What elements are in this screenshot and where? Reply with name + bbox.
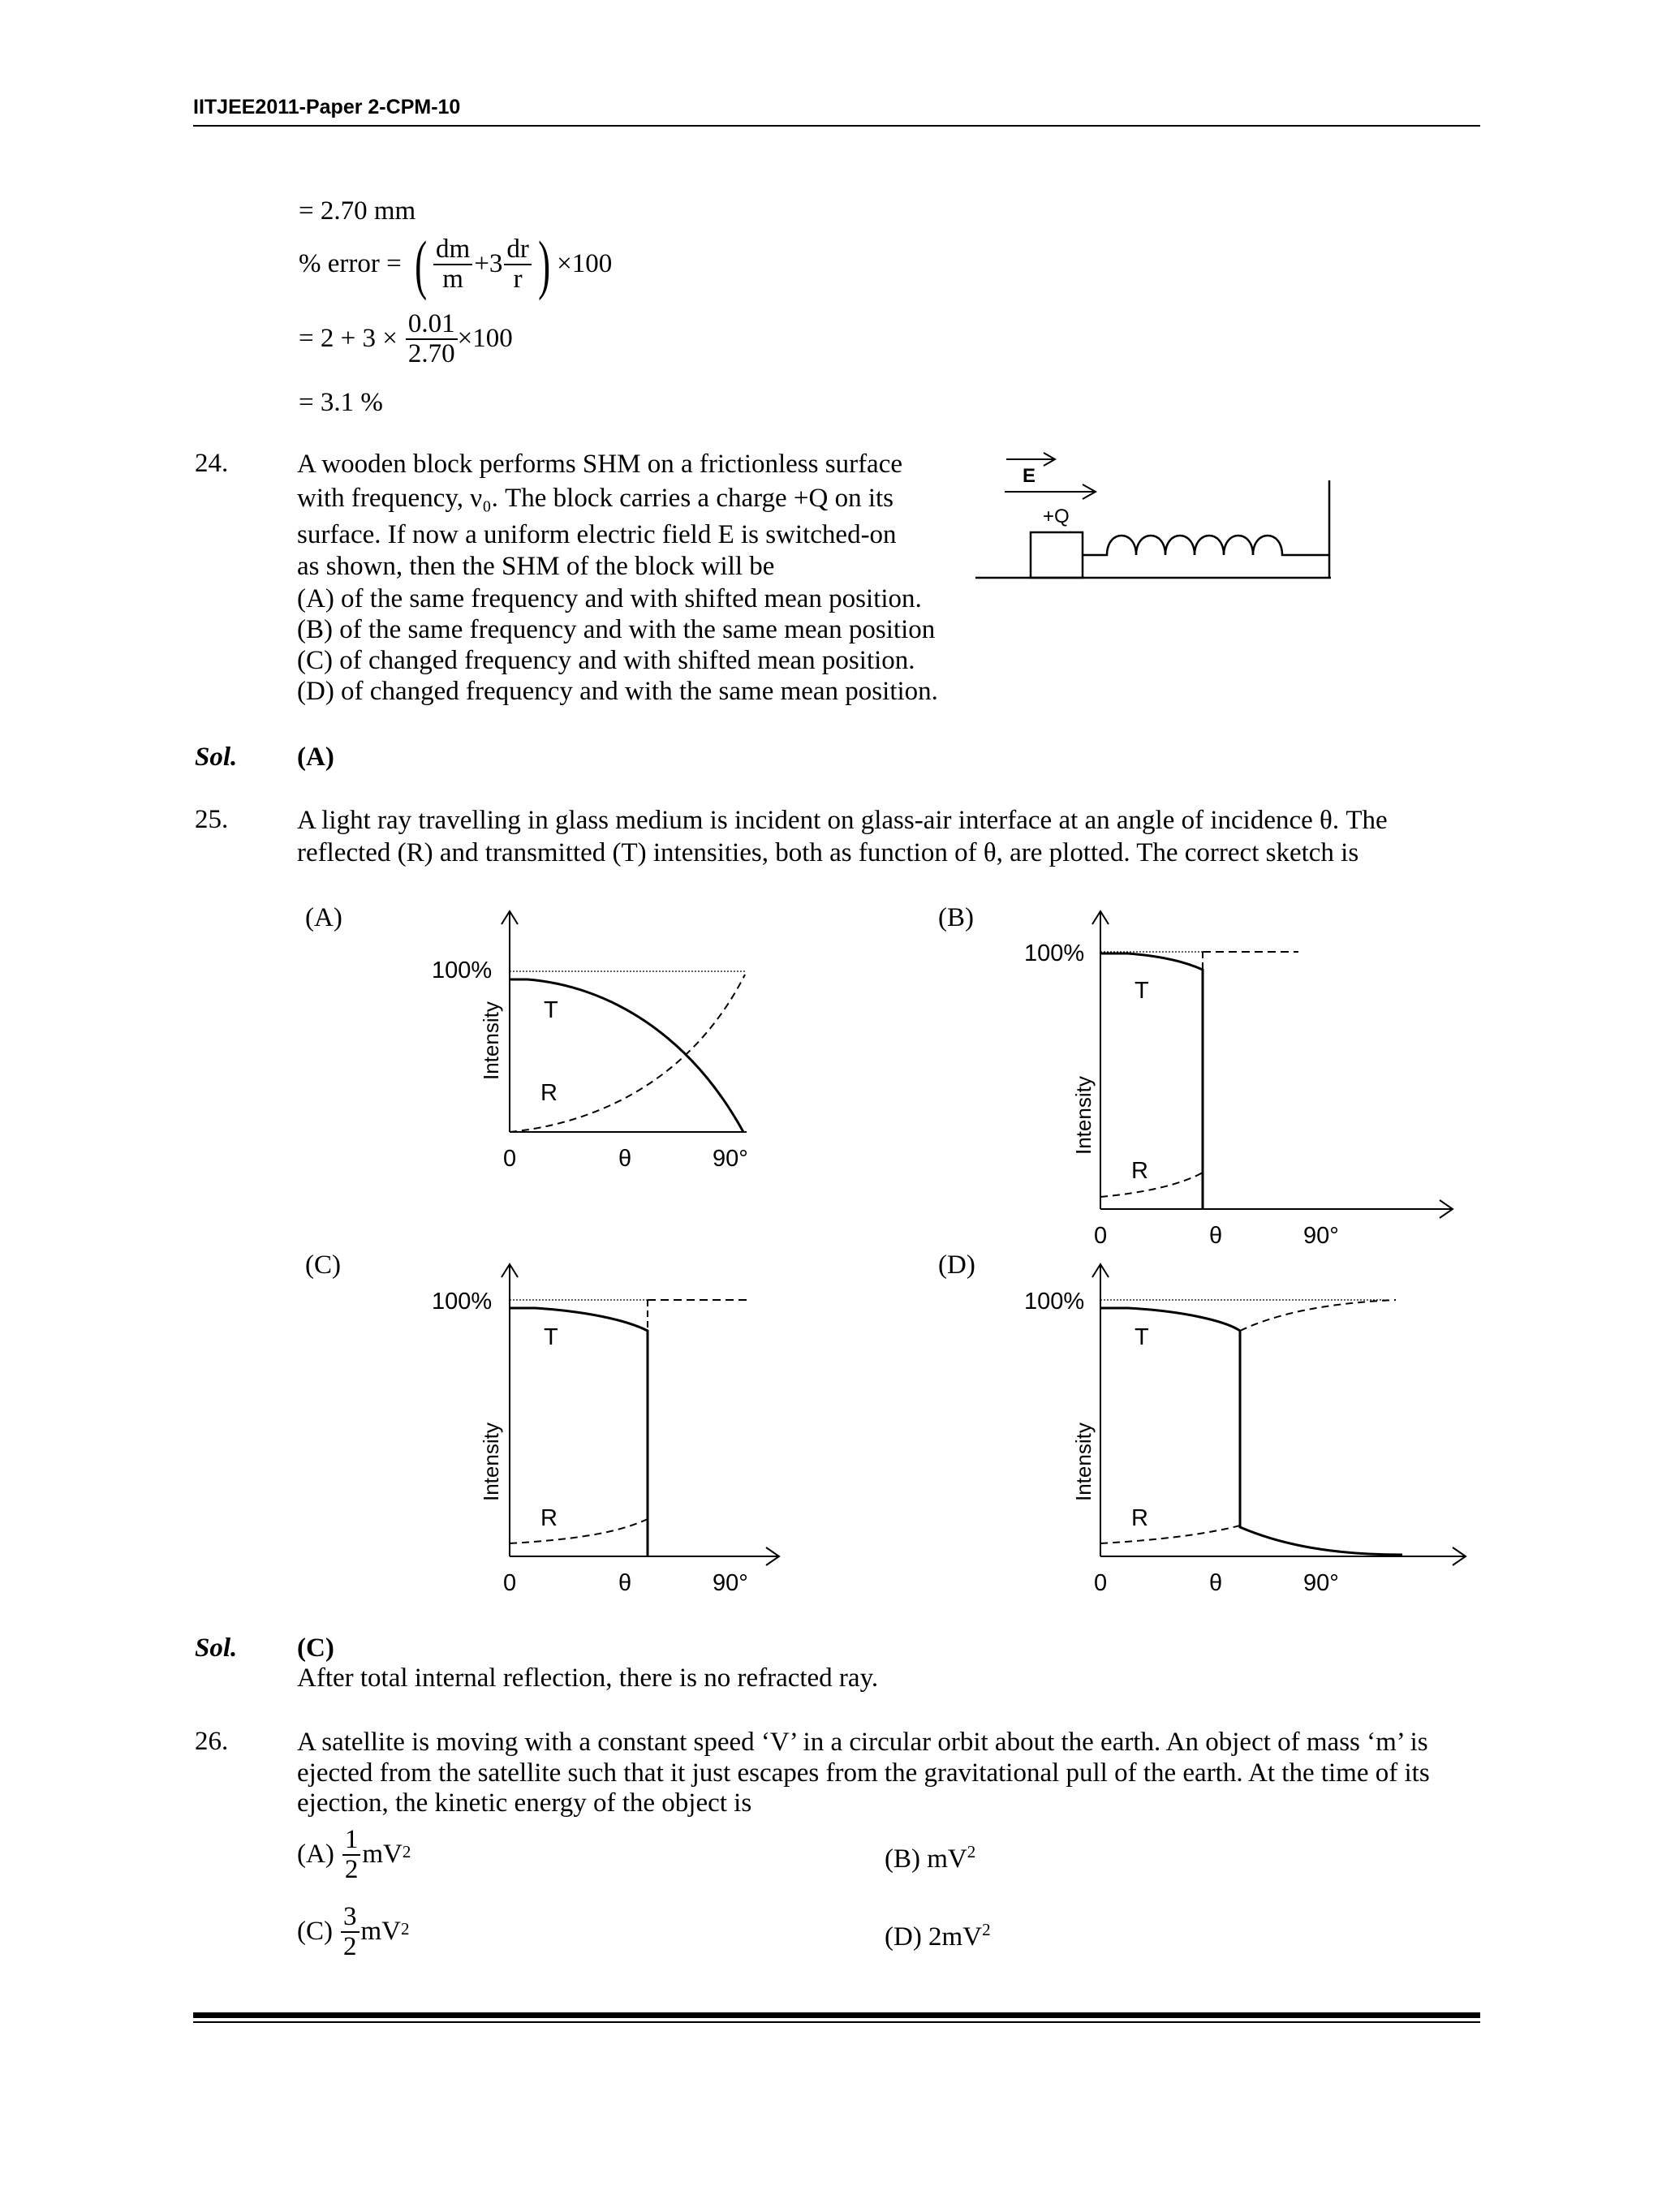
error-calculation — [299, 310, 513, 368]
q24-option-a: (A) of the same frequency and with shifted mean position. — [297, 584, 922, 613]
fraction-three-halves: $\frac{3}{2}$ — [341, 1903, 360, 1960]
times-100-b: ×100 — [457, 323, 513, 353]
graph-c-label: (C) — [305, 1250, 341, 1280]
footer-rule-thin — [193, 2021, 1480, 2023]
graph-d — [1014, 1258, 1485, 1615]
r-label: R — [1131, 1158, 1148, 1184]
t-label: T — [1135, 1324, 1149, 1350]
times-100: ×100 — [557, 249, 613, 279]
left-paren: ( — [414, 227, 427, 301]
t-label: T — [544, 1324, 558, 1350]
error-label: % error = — [299, 249, 402, 279]
right-paren: ) — [537, 227, 550, 301]
graph-a — [422, 905, 779, 1197]
t-curve — [1100, 953, 1203, 1209]
fraction-001-270: $\frac{0.01}{2.70}$ — [406, 310, 458, 368]
q26-option-a: (A) $\frac{1}{2}$ mV 2 — [297, 1825, 411, 1884]
intensity-label: Intensity — [479, 1001, 503, 1080]
t-curve — [510, 1308, 648, 1556]
q25-line-2: reflected (R) and transmitted (T) intensities, both as function of θ, are plotted. The correct sketch is — [297, 838, 1359, 867]
fraction-half: $\frac{1}{2}$ — [342, 1826, 361, 1883]
intensity-label: Intensity — [1071, 1076, 1096, 1155]
t-label: T — [1135, 978, 1149, 1004]
header-rule — [193, 125, 1480, 127]
spring — [1083, 536, 1329, 555]
fraction-dr-r: $\frac{dr}{r}$ — [504, 235, 532, 293]
hundred-percent-label: 100% — [432, 1289, 493, 1315]
q24-answer: (A) — [297, 742, 334, 772]
origin-label: 0 — [1094, 1223, 1108, 1249]
hundred-percent-label: 100% — [1024, 940, 1085, 966]
q24-line-3: surface. If now a uniform electric field E is switched-on — [297, 520, 897, 549]
q26-line-2: ejected from the satellite such that it just escapes from the gravitational pull of the earth. At the time of its — [297, 1758, 1430, 1788]
q26-number: 26. — [195, 1727, 229, 1756]
charge-label: +Q — [1043, 506, 1070, 527]
ninety-label: 90° — [1303, 1223, 1339, 1249]
q26-line-3: ejection, the kinetic energy of the object is — [297, 1788, 752, 1818]
origin-label: 0 — [1094, 1570, 1108, 1596]
r-curve — [510, 1519, 648, 1543]
origin-label: 0 — [503, 1146, 517, 1172]
q26-option-b: (B) $mV^2$ — [885, 1842, 976, 1874]
wooden-block — [1031, 532, 1083, 578]
q24-line-1: A wooden block performs SHM on a frictionless surface — [297, 450, 902, 479]
q24-line-2: with frequency, ν₀. The block carries a charge +Q on its — [297, 484, 894, 513]
solution-result: = 3.1 % — [299, 388, 383, 417]
hundred-percent-label: 100% — [1024, 1289, 1085, 1315]
intensity-label: Intensity — [479, 1422, 503, 1501]
theta-label: θ — [1209, 1570, 1223, 1596]
graph-c — [422, 1258, 812, 1615]
t-label: T — [544, 997, 558, 1023]
r-label: R — [1131, 1505, 1148, 1531]
r-curve — [1100, 1173, 1203, 1197]
graph-b — [1014, 905, 1485, 1254]
solution-line-1: = 2.70 mm — [299, 196, 416, 226]
graph-a-label: (A) — [305, 903, 342, 932]
origin-label: 0 — [503, 1570, 517, 1596]
theta-label: θ — [618, 1146, 632, 1172]
q24-spring-block-figure — [966, 446, 1339, 592]
field-label: E — [1023, 465, 1036, 487]
q25-explanation: After total internal reflection, there is no refracted ray. — [297, 1663, 879, 1693]
graph-b-label: (B) — [938, 903, 974, 932]
q25-line-1: A light ray travelling in glass medium is incident on glass-air interface at an angle of incidence θ. The — [297, 806, 1388, 835]
q24-sol-label: Sol. — [195, 742, 238, 772]
hundred-percent-label: 100% — [432, 958, 493, 983]
graph-d-label: (D) — [938, 1250, 975, 1280]
q24-line-4: as shown, then the SHM of the block will be — [297, 552, 775, 581]
page-header: IITJEE2011-Paper 2-CPM-10 — [193, 96, 461, 118]
theta-label: θ — [1209, 1223, 1223, 1249]
footer-rule-thick — [193, 2012, 1480, 2018]
r-total-reflection — [1240, 1300, 1396, 1331]
ninety-label: 90° — [713, 1570, 748, 1596]
q25-answer: (C) — [297, 1633, 334, 1663]
r-curve — [1100, 1526, 1240, 1543]
q24-option-d: (D) of changed frequency and with the same mean position. — [297, 677, 938, 706]
q26-option-c: (C) $\frac{3}{2}$ mV 2 — [297, 1902, 410, 1961]
error-formula — [299, 227, 613, 301]
ninety-label: 90° — [1303, 1570, 1339, 1596]
plus-three: +3 — [474, 249, 503, 279]
q26-option-d: (D) $2mV^2$ — [885, 1920, 991, 1952]
q25-number: 25. — [195, 805, 229, 834]
r-label: R — [540, 1505, 558, 1531]
q24-option-c: (C) of changed frequency and with shifted mean position. — [297, 646, 915, 675]
theta-label: θ — [618, 1570, 632, 1596]
r-label: R — [540, 1080, 558, 1106]
ninety-label: 90° — [713, 1146, 748, 1172]
q24-number: 24. — [195, 449, 229, 478]
q24-option-b: (B) of the same frequency and with the same mean position — [297, 615, 936, 644]
q25-sol-label: Sol. — [195, 1633, 238, 1663]
fraction-dm-m: $\frac{dm}{m}$ — [433, 235, 472, 293]
intensity-label: Intensity — [1071, 1422, 1096, 1501]
q26-line-1: A satellite is moving with a constant speed ‘V’ in a circular orbit about the earth. An object of mass ‘m’ is — [297, 1728, 1428, 1757]
calc-prefix: = 2 + 3 × — [299, 323, 398, 353]
